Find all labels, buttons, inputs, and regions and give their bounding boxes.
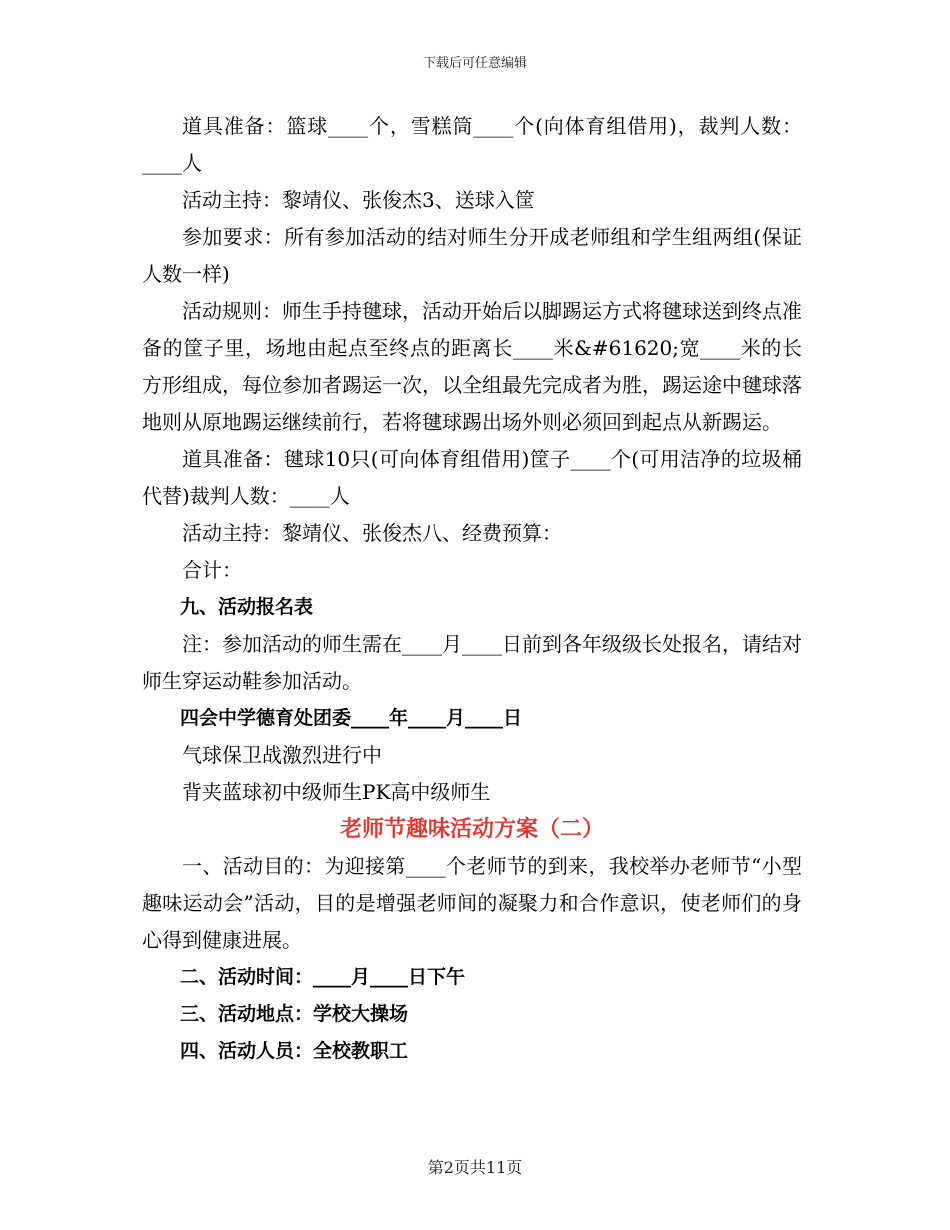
document-body	[142, 108, 802, 1070]
caption-basketball: 背夹蓝球初中级师生PK高中级师生	[182, 780, 491, 804]
paragraph-time: 二、活动时间：____月____日下午	[180, 966, 466, 988]
paragraph-equipment-2: 道具准备：毽球10只(可向体育组借用)筐子____个(可用洁净的垃圾桶代替)裁判人数：____人	[142, 447, 802, 508]
paragraph-equipment-1: 道具准备：篮球____个，雪糕筒____个(向体育组借用)，裁判人数：____人	[142, 114, 802, 175]
paragraph-requirements: 参加要求：所有参加活动的结对师生分开成老师组和学生组两组(保证人数一样)	[142, 225, 802, 286]
caption-balloon: 气球保卫战激烈进行中	[182, 743, 382, 767]
paragraph-host-2: 活动主持：黎靖仪、张俊杰八、经费预算：	[182, 521, 562, 545]
paragraph-purpose: 一、活动目的：为迎接第____个老师节的到来，我校举办老师节“小型趣味运动会”活动，目的是增强老师间的凝聚力和合作意识，使老师们的身心得到健康进展。	[142, 854, 802, 952]
paragraph-people: 四、活动人员：全校教职工	[180, 1040, 409, 1062]
page-number: 第2页共11页	[427, 1158, 523, 1177]
header-note: 下载后可任意编辑	[422, 56, 527, 71]
paragraph-host-1: 活动主持：黎靖仪、张俊杰3、送球入筐	[182, 188, 535, 212]
signature-line: 四会中学德育处团委____年____月____日	[180, 707, 523, 729]
paragraph-total: 合计：	[182, 558, 242, 582]
paragraph-rules: 活动规则：师生手持毽球，活动开始后以脚踢运方式将毽球送到终点准备的筐子里，场地由起点至终点的距离长____米&#61620;宽____米的长方形组成，每位参加者踢运一次，以全组最先完成者为胜，踢运途中毽球落地则从原地踢运继续前行，若将毽球踢出场外则必须回到起点从新踢运。	[142, 299, 802, 434]
paragraph-registration-note: 注：参加活动的师生需在____月____日前到各年级级长处报名，请结对师生穿运动鞋参加活动。	[142, 632, 802, 693]
section-9-heading: 九、活动报名表	[180, 596, 314, 618]
paragraph-place: 三、活动地点：学校大操场	[180, 1003, 409, 1025]
document-title: 老师节趣味活动方案（二）	[339, 817, 604, 842]
